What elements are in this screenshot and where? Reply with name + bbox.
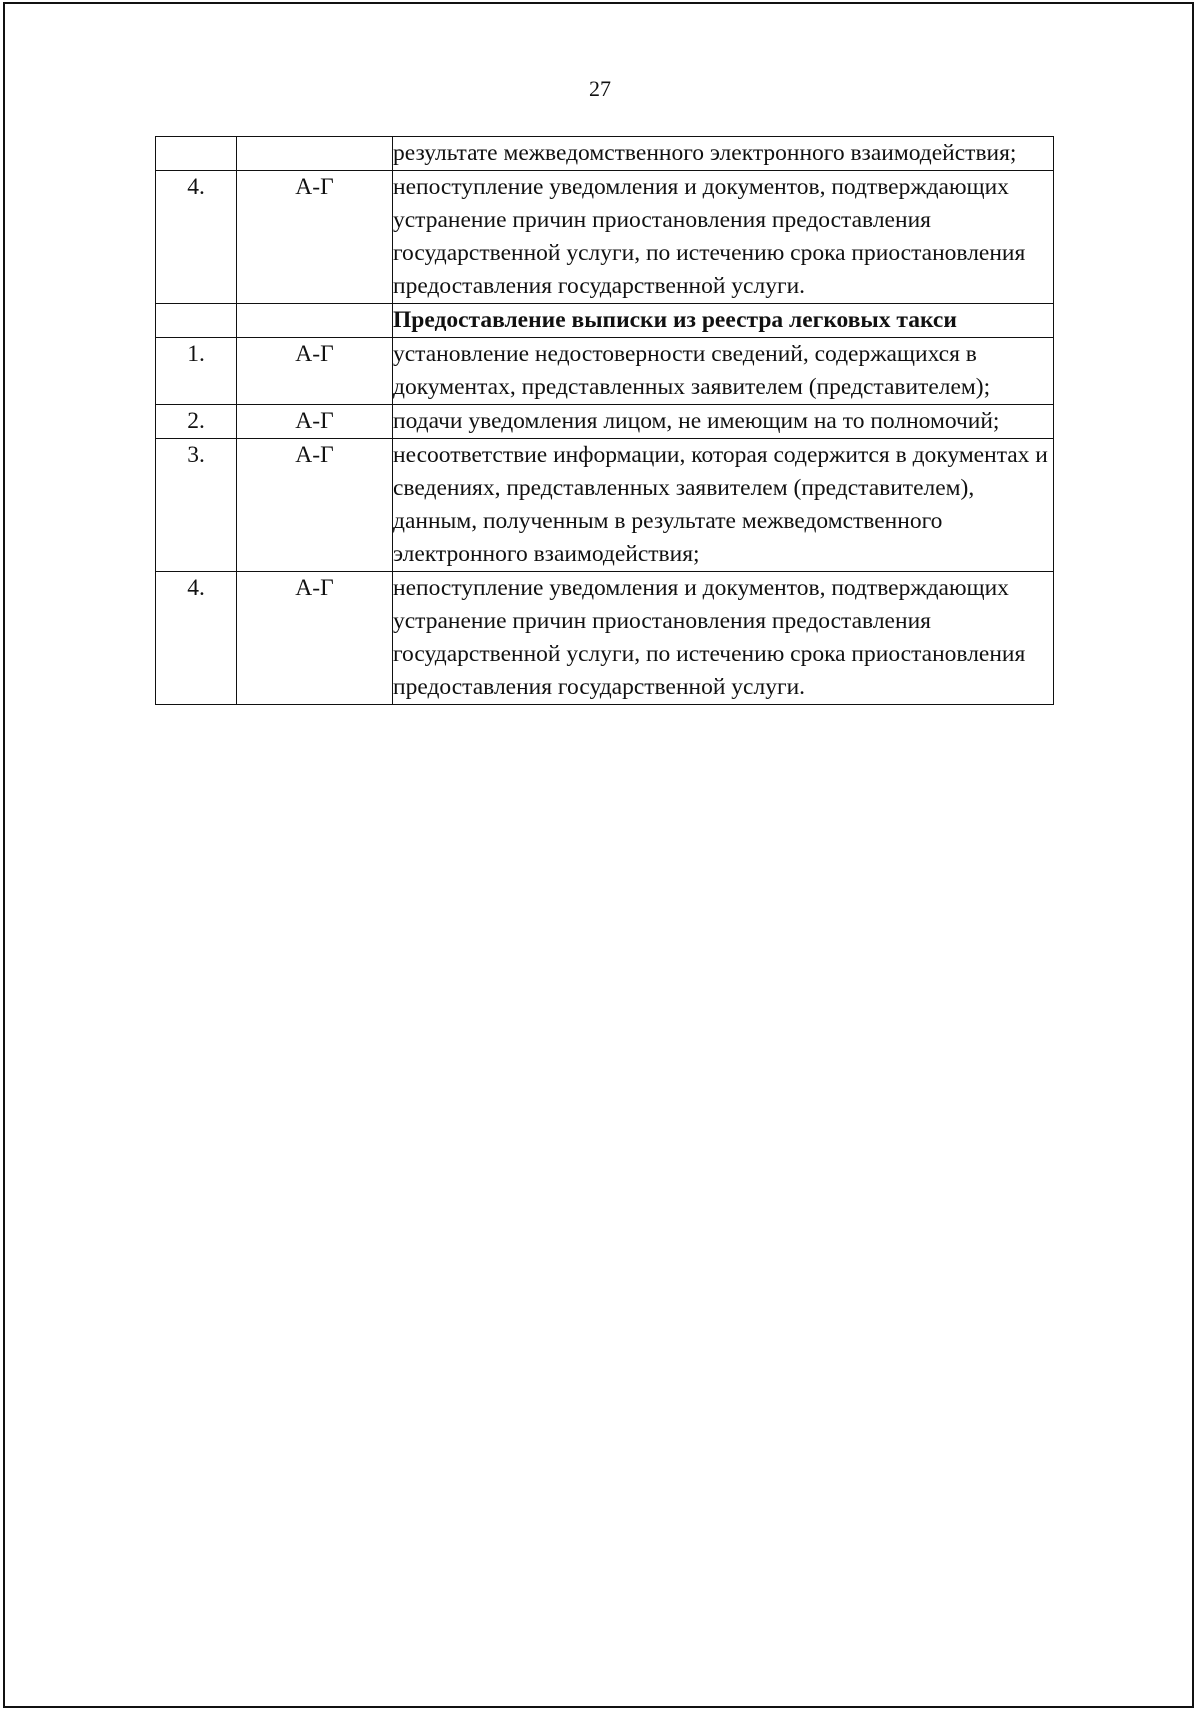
row-number — [156, 304, 237, 338]
table-row — [156, 137, 1054, 171]
table-row — [156, 405, 1054, 439]
row-number: 4. — [156, 572, 237, 705]
row-code — [237, 304, 393, 338]
row-number: 4. — [156, 171, 237, 304]
table-row — [156, 439, 1054, 572]
row-code: А-Г — [237, 572, 393, 705]
row-number — [156, 137, 237, 171]
section-header-row — [156, 304, 1054, 338]
row-code: А-Г — [237, 171, 393, 304]
grounds-table — [155, 136, 1054, 705]
row-text: непоступление уведомления и документов, подтверждающих устранение причин приостановления предоставления государственной услуги, по истечению срока приостановления предоставления государственной услуги. — [393, 171, 1054, 304]
row-text: результате межведомственного электронного взаимодействия; — [393, 137, 1054, 171]
row-text: несоответствие информации, которая содержится в документах и сведениях, представленных заявителем (представителем), данным, полученным в результате межведомственного электронного взаимодействия; — [393, 439, 1054, 572]
row-code: А-Г — [237, 405, 393, 439]
row-code: А-Г — [237, 338, 393, 405]
row-number: 2. — [156, 405, 237, 439]
row-text: подачи уведомления лицом, не имеющим на то полномочий; — [393, 405, 1054, 439]
row-text: установление недостоверности сведений, содержащихся в документах, представленных заявителем (представителем); — [393, 338, 1054, 405]
row-text: непоступление уведомления и документов, подтверждающих устранение причин приостановления предоставления государственной услуги, по истечению срока приостановления предоставления государственной услуги. — [393, 572, 1054, 705]
table-row — [156, 171, 1054, 304]
row-number: 1. — [156, 338, 237, 405]
row-code — [237, 137, 393, 171]
section-heading: Предоставление выписки из реестра легковых такси — [393, 304, 1054, 338]
table-row — [156, 338, 1054, 405]
row-number: 3. — [156, 439, 237, 572]
page-number: 27 — [589, 76, 611, 101]
row-code: А-Г — [237, 439, 393, 572]
table-row — [156, 572, 1054, 705]
